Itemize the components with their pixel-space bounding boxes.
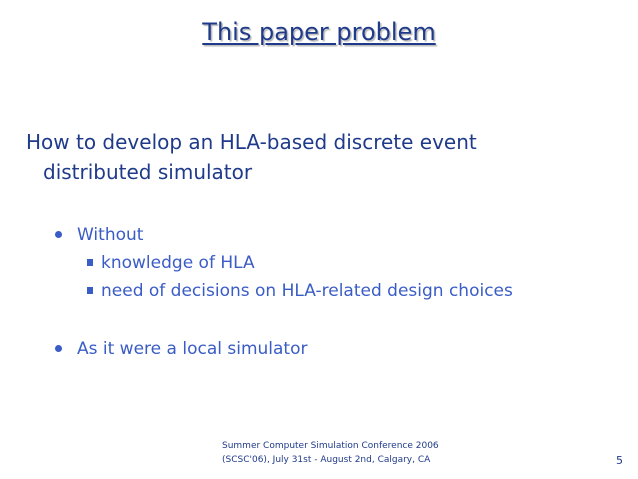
sub-bullet-item (55, 249, 615, 277)
bullet-item-local-simulator (55, 335, 615, 363)
square-bullet-icon (87, 287, 93, 294)
square-bullet-icon (87, 259, 93, 266)
footer-line1: Summer Computer Simulation Conference 2006 (222, 441, 439, 451)
main-question (26, 127, 586, 187)
sub-bullet-item (55, 277, 615, 305)
spacer (55, 305, 615, 335)
bullet-dot-icon (55, 345, 62, 352)
footer-line2: (SCSC'06), July 31st - August 2nd, Calgary, CA (222, 455, 431, 465)
main-question-line1: How to develop an HLA-based discrete event (26, 130, 477, 154)
slide-title: This paper problem (202, 18, 436, 46)
bullet-dot-icon (55, 231, 62, 238)
bullet-label: As it were a local simulator (77, 339, 308, 359)
sub-bullet-label: knowledge of HLA (101, 253, 255, 273)
main-question-line2: distributed simulator (43, 160, 253, 184)
bullet-label: Without (77, 225, 144, 245)
bullet-item-without (55, 221, 615, 249)
bullet-list (55, 221, 615, 363)
sub-bullet-label: need of decisions on HLA-related design choices (101, 281, 513, 301)
footer-conference (222, 439, 439, 467)
page-number: 5 (616, 454, 623, 467)
